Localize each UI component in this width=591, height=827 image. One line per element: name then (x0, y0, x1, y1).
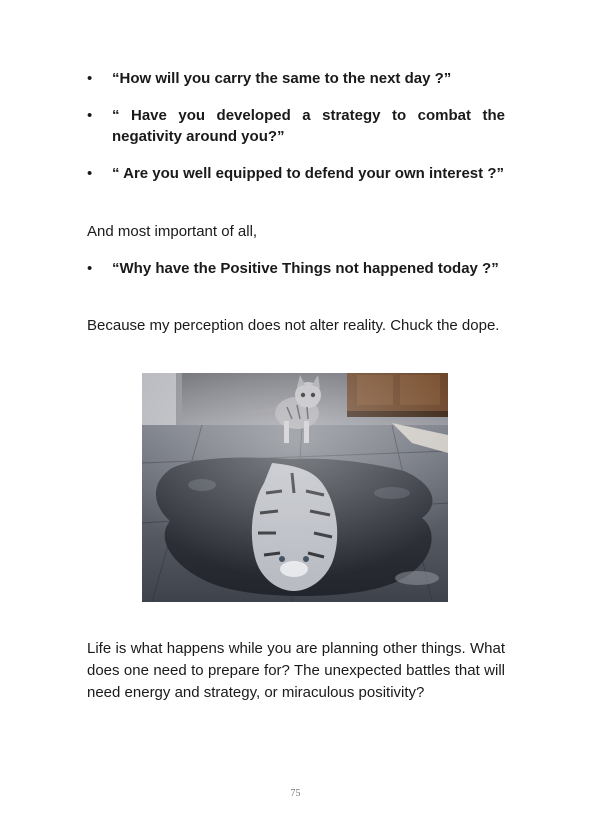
bullet-dot: • (87, 260, 93, 277)
bullet-dot: • (87, 107, 93, 124)
bullet-list-questions (87, 68, 505, 184)
photo-illustration (142, 373, 448, 602)
bullet-item (87, 68, 505, 89)
bullet-text: “Why have the Positive Things not happened today ?” (112, 260, 499, 277)
bullet-item (87, 105, 505, 147)
bullet-text: “ Are you well equipped to defend your own interest ?” (112, 165, 504, 182)
closing-paragraph: Life is what happens while you are planning other things. What does one need to prepare for? The unexpected battles that will need energy and strategy, or miraculous positivity? (87, 640, 505, 701)
bullet-list-final (87, 258, 505, 279)
kitten-reflection-tiger-photo (142, 373, 448, 602)
bullet-dot: • (87, 70, 93, 87)
bullet-item (87, 258, 505, 279)
page-number: 75 (290, 788, 301, 799)
perception-paragraph: Because my perception does not alter reality. Chuck the dope. (87, 317, 500, 334)
bullet-dot: • (87, 165, 93, 182)
bullet-text: “ Have you developed a strategy to combat the negativity around you?” (112, 107, 505, 145)
bullet-text: “How will you carry the same to the next day ?” (112, 70, 452, 87)
intro-line: And most important of all, (87, 223, 258, 240)
bullet-item (87, 163, 505, 184)
